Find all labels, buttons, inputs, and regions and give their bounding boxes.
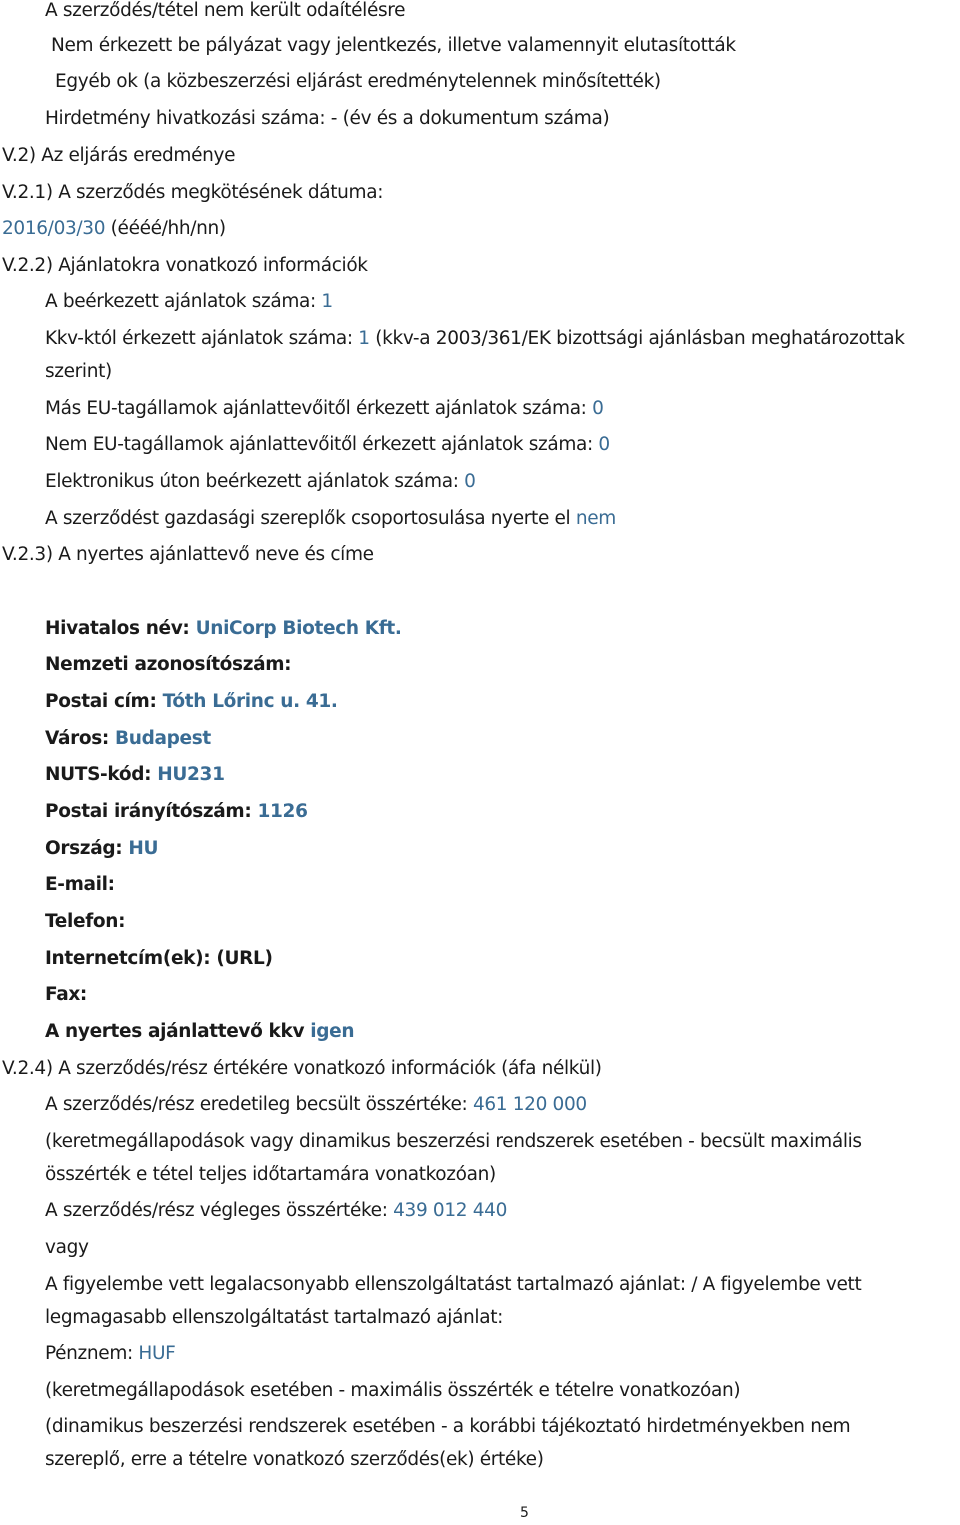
or-separator: vagy	[45, 1237, 89, 1258]
section-v21-heading: V.2.1) A szerződés megkötésének dátuma:	[2, 182, 384, 203]
currency	[45, 1342, 175, 1366]
group-award-label: A szerződést gazdasági szereplők csoportosulása nyerte el	[45, 508, 571, 529]
winner-country	[45, 837, 158, 861]
winner-address-label: Postai cím:	[45, 691, 157, 712]
eu-bids-label: Más EU-tagállamok ajánlattevőitől érkezett ajánlatok száma:	[45, 398, 587, 419]
bids-received-label: A beérkezett ajánlatok száma:	[45, 291, 316, 312]
contract-date-value: 2016/03/30	[2, 218, 106, 239]
section-v2-heading: V.2) Az eljárás eredménye	[2, 145, 236, 166]
framework-note: (keretmegállapodások esetében - maximális összérték e tételre vonatkozóan)	[45, 1380, 741, 1401]
group-award-value: nem	[575, 508, 616, 529]
dps-note: (dinamikus beszerzési rendszerek esetében - a korábbi tájékoztató hirdetményekben nem	[45, 1416, 851, 1437]
bid-range-cont: legmagasabb ellenszolgáltatást tartalmazó ajánlat:	[45, 1307, 503, 1328]
non-eu-bids-label: Nem EU-tagállamok ajánlattevőitől érkezett ajánlatok száma:	[45, 434, 593, 455]
winner-zip	[45, 800, 308, 824]
winner-name-value: UniCorp Biotech Kft.	[195, 618, 402, 639]
winner-country-value: HU	[128, 838, 159, 859]
section-v22-heading: V.2.2) Ajánlatokra vonatkozó információk	[2, 255, 368, 276]
winner-country-label: Ország:	[45, 838, 123, 859]
winner-sme-value: igen	[310, 1021, 355, 1042]
sme-bids-value: 1	[358, 328, 370, 349]
electronic-bids-value: 0	[464, 471, 476, 492]
final-value-label: A szerződés/rész végleges összértéke:	[45, 1200, 388, 1221]
winner-national-id: Nemzeti azonosítószám:	[45, 654, 292, 675]
sme-bids	[45, 327, 905, 351]
notice-reference: Hirdetmény hivatkozási száma: - (év és a dokumentum száma)	[45, 108, 610, 129]
winner-nuts	[45, 763, 225, 787]
date-format-hint: (éééé/hh/nn)	[110, 218, 226, 239]
sme-bids-label: Kkv-któl érkezett ajánlatok száma:	[45, 328, 353, 349]
electronic-bids	[45, 470, 476, 494]
section-v23-heading: V.2.3) A nyertes ajánlattevő neve és címe	[2, 544, 374, 565]
section-v24-heading: V.2.4) A szerződés/rész értékére vonatkozó információk (áfa nélkül)	[2, 1058, 602, 1079]
sme-bids-note-cont: szerint)	[45, 361, 112, 382]
winner-sme	[45, 1020, 354, 1044]
bids-received-value: 1	[321, 291, 333, 312]
eu-bids	[45, 397, 604, 421]
non-eu-bids-value: 0	[598, 434, 610, 455]
winner-email: E-mail:	[45, 874, 115, 895]
winner-address	[45, 690, 338, 714]
currency-label: Pénznem:	[45, 1343, 133, 1364]
eu-bids-value: 0	[592, 398, 604, 419]
estimated-value-note-cont: összérték e tétel teljes időtartamára vonatkozóan)	[45, 1164, 496, 1185]
group-award	[45, 507, 616, 531]
winner-sme-label: A nyertes ajánlattevő kkv	[45, 1021, 305, 1042]
winner-nuts-value: HU231	[157, 764, 225, 785]
estimated-value	[45, 1093, 587, 1117]
winner-city-value: Budapest	[115, 728, 211, 749]
not-awarded-heading: A szerződés/tétel nem került odaítélésre	[45, 0, 406, 21]
non-eu-bids	[45, 433, 610, 457]
winner-city-label: Város:	[45, 728, 109, 749]
winner-name	[45, 617, 402, 641]
winner-phone: Telefon:	[45, 911, 126, 932]
winner-zip-label: Postai irányítószám:	[45, 801, 252, 822]
winner-fax: Fax:	[45, 984, 87, 1005]
currency-value: HUF	[138, 1343, 176, 1364]
winner-zip-value: 1126	[257, 801, 308, 822]
winner-name-label: Hivatalos név:	[45, 618, 190, 639]
page-number: 5	[520, 1505, 529, 1521]
other-reason-option: Egyéb ok (a közbeszerzési eljárást eredménytelennek minősítették)	[55, 71, 661, 92]
winner-city	[45, 727, 211, 751]
no-bids-option: Nem érkezett be pályázat vagy jelentkezés, illetve valamennyit elutasították	[51, 35, 736, 56]
contract-date	[2, 217, 226, 241]
winner-nuts-label: NUTS-kód:	[45, 764, 152, 785]
final-value-amount: 439 012 440	[393, 1200, 507, 1221]
winner-url: Internetcím(ek): (URL)	[45, 948, 273, 969]
bids-received	[45, 290, 333, 314]
sme-bids-note: (kkv-a 2003/361/EK bizottsági ajánlásban meghatározottak	[375, 328, 905, 349]
electronic-bids-label: Elektronikus úton beérkezett ajánlatok száma:	[45, 471, 459, 492]
winner-address-value: Tóth Lőrinc u. 41.	[162, 691, 338, 712]
bid-range: A figyelembe vett legalacsonyabb ellenszolgáltatást tartalmazó ajánlat: / A figyelembe vett	[45, 1274, 862, 1295]
estimated-value-label: A szerződés/rész eredetileg becsült összértéke:	[45, 1094, 468, 1115]
estimated-value-note: (keretmegállapodások vagy dinamikus beszerzési rendszerek esetében - becsült maximális	[45, 1131, 862, 1152]
estimated-value-amount: 461 120 000	[472, 1094, 587, 1115]
dps-note-cont: szereplő, erre a tételre vonatkozó szerződés(ek) értéke)	[45, 1449, 544, 1470]
final-value	[45, 1199, 507, 1223]
